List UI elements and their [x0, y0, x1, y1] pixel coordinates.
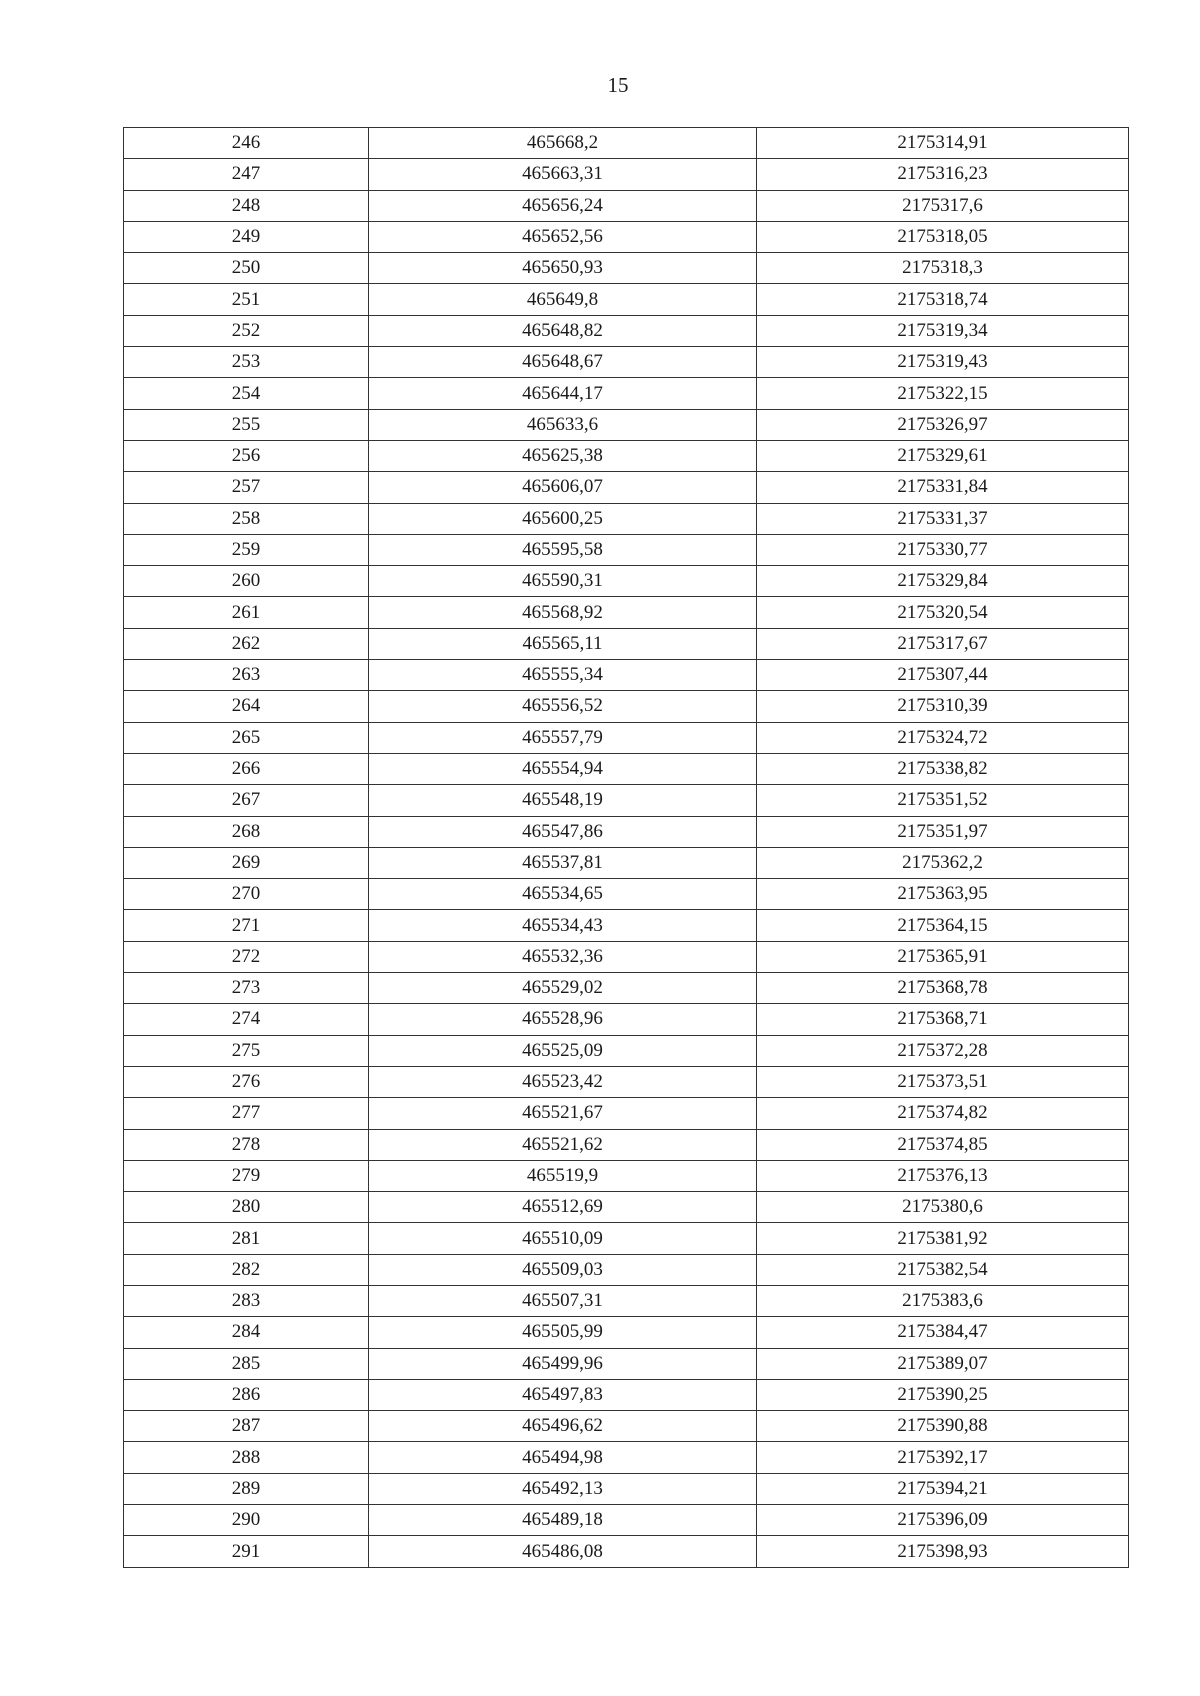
y-coordinate-cell: 2175331,84: [757, 472, 1129, 503]
y-coordinate-cell: 2175322,15: [757, 378, 1129, 409]
y-coordinate-cell: 2175351,52: [757, 785, 1129, 816]
point-number-cell: 291: [124, 1536, 369, 1567]
point-number-cell: 259: [124, 534, 369, 565]
table-row: [124, 722, 1129, 753]
x-coordinate-cell: 465668,2: [369, 128, 757, 159]
y-coordinate-cell: 2175398,93: [757, 1536, 1129, 1567]
x-coordinate-cell: 465606,07: [369, 472, 757, 503]
y-coordinate-cell: 2175380,6: [757, 1192, 1129, 1223]
table-row: [124, 1035, 1129, 1066]
x-coordinate-cell: 465489,18: [369, 1505, 757, 1536]
point-number-cell: 262: [124, 628, 369, 659]
x-coordinate-cell: 465534,65: [369, 879, 757, 910]
point-number-cell: 285: [124, 1348, 369, 1379]
page-number: 15: [607, 73, 629, 97]
x-coordinate-cell: 465649,8: [369, 284, 757, 315]
point-number-cell: 290: [124, 1505, 369, 1536]
point-number-cell: 266: [124, 753, 369, 784]
point-number-cell: 273: [124, 973, 369, 1004]
table-row: [124, 1285, 1129, 1316]
y-coordinate-cell: 2175376,13: [757, 1160, 1129, 1191]
y-coordinate-cell: 2175374,85: [757, 1129, 1129, 1160]
x-coordinate-cell: 465486,08: [369, 1536, 757, 1567]
y-coordinate-cell: 2175319,43: [757, 347, 1129, 378]
x-coordinate-cell: 465509,03: [369, 1254, 757, 1285]
point-number-cell: 246: [124, 128, 369, 159]
x-coordinate-cell: 465492,13: [369, 1473, 757, 1504]
point-number-cell: 267: [124, 785, 369, 816]
x-coordinate-cell: 465656,24: [369, 190, 757, 221]
x-coordinate-cell: 465521,62: [369, 1129, 757, 1160]
y-coordinate-cell: 2175338,82: [757, 753, 1129, 784]
point-number-cell: 251: [124, 284, 369, 315]
x-coordinate-cell: 465652,56: [369, 221, 757, 252]
table-row: [124, 1411, 1129, 1442]
x-coordinate-cell: 465523,42: [369, 1066, 757, 1097]
y-coordinate-cell: 2175316,23: [757, 159, 1129, 190]
y-coordinate-cell: 2175383,6: [757, 1285, 1129, 1316]
table-row: [124, 1348, 1129, 1379]
point-number-cell: 265: [124, 722, 369, 753]
point-number-cell: 276: [124, 1066, 369, 1097]
table-row: [124, 253, 1129, 284]
x-coordinate-cell: 465525,09: [369, 1035, 757, 1066]
y-coordinate-cell: 2175363,95: [757, 879, 1129, 910]
y-coordinate-cell: 2175317,6: [757, 190, 1129, 221]
table-row: [124, 1317, 1129, 1348]
point-number-cell: 253: [124, 347, 369, 378]
table-row: [124, 879, 1129, 910]
x-coordinate-cell: 465555,34: [369, 660, 757, 691]
x-coordinate-cell: 465633,6: [369, 409, 757, 440]
table-row: [124, 597, 1129, 628]
y-coordinate-cell: 2175329,84: [757, 566, 1129, 597]
x-coordinate-cell: 465557,79: [369, 722, 757, 753]
x-coordinate-cell: 465521,67: [369, 1098, 757, 1129]
table-row: [124, 785, 1129, 816]
y-coordinate-cell: 2175396,09: [757, 1505, 1129, 1536]
y-coordinate-cell: 2175317,67: [757, 628, 1129, 659]
x-coordinate-cell: 465554,94: [369, 753, 757, 784]
point-number-cell: 274: [124, 1004, 369, 1035]
point-number-cell: 269: [124, 847, 369, 878]
point-number-cell: 260: [124, 566, 369, 597]
y-coordinate-cell: 2175390,25: [757, 1379, 1129, 1410]
table-row: [124, 1473, 1129, 1504]
point-number-cell: 286: [124, 1379, 369, 1410]
point-number-cell: 248: [124, 190, 369, 221]
x-coordinate-cell: 465537,81: [369, 847, 757, 878]
point-number-cell: 255: [124, 409, 369, 440]
point-number-cell: 287: [124, 1411, 369, 1442]
x-coordinate-cell: 465512,69: [369, 1192, 757, 1223]
x-coordinate-cell: 465625,38: [369, 440, 757, 471]
table-row: [124, 128, 1129, 159]
y-coordinate-cell: 2175384,47: [757, 1317, 1129, 1348]
table-row: [124, 973, 1129, 1004]
y-coordinate-cell: 2175307,44: [757, 660, 1129, 691]
point-number-cell: 277: [124, 1098, 369, 1129]
table-row: [124, 566, 1129, 597]
y-coordinate-cell: 2175324,72: [757, 722, 1129, 753]
y-coordinate-cell: 2175318,74: [757, 284, 1129, 315]
table-row: [124, 753, 1129, 784]
point-number-cell: 270: [124, 879, 369, 910]
point-number-cell: 271: [124, 910, 369, 941]
table-row: [124, 1004, 1129, 1035]
point-number-cell: 288: [124, 1442, 369, 1473]
point-number-cell: 261: [124, 597, 369, 628]
y-coordinate-cell: 2175320,54: [757, 597, 1129, 628]
x-coordinate-cell: 465497,83: [369, 1379, 757, 1410]
x-coordinate-cell: 465534,43: [369, 910, 757, 941]
table-row: [124, 941, 1129, 972]
table-row: [124, 1505, 1129, 1536]
y-coordinate-cell: 2175392,17: [757, 1442, 1129, 1473]
point-number-cell: 258: [124, 503, 369, 534]
y-coordinate-cell: 2175382,54: [757, 1254, 1129, 1285]
coordinates-table-body: [124, 128, 1129, 1568]
x-coordinate-cell: 465650,93: [369, 253, 757, 284]
y-coordinate-cell: 2175365,91: [757, 941, 1129, 972]
point-number-cell: 283: [124, 1285, 369, 1316]
table-row: [124, 1254, 1129, 1285]
y-coordinate-cell: 2175319,34: [757, 315, 1129, 346]
point-number-cell: 254: [124, 378, 369, 409]
x-coordinate-cell: 465648,67: [369, 347, 757, 378]
point-number-cell: 257: [124, 472, 369, 503]
point-number-cell: 247: [124, 159, 369, 190]
x-coordinate-cell: 465590,31: [369, 566, 757, 597]
y-coordinate-cell: 2175318,05: [757, 221, 1129, 252]
table-row: [124, 816, 1129, 847]
x-coordinate-cell: 465648,82: [369, 315, 757, 346]
table-row: [124, 221, 1129, 252]
point-number-cell: 278: [124, 1129, 369, 1160]
x-coordinate-cell: 465548,19: [369, 785, 757, 816]
y-coordinate-cell: 2175314,91: [757, 128, 1129, 159]
x-coordinate-cell: 465505,99: [369, 1317, 757, 1348]
table-row: [124, 190, 1129, 221]
table-row: [124, 347, 1129, 378]
point-number-cell: 250: [124, 253, 369, 284]
point-number-cell: 289: [124, 1473, 369, 1504]
y-coordinate-cell: 2175373,51: [757, 1066, 1129, 1097]
y-coordinate-cell: 2175381,92: [757, 1223, 1129, 1254]
y-coordinate-cell: 2175368,71: [757, 1004, 1129, 1035]
table-row: [124, 315, 1129, 346]
y-coordinate-cell: 2175362,2: [757, 847, 1129, 878]
x-coordinate-cell: 465532,36: [369, 941, 757, 972]
y-coordinate-cell: 2175318,3: [757, 253, 1129, 284]
point-number-cell: 284: [124, 1317, 369, 1348]
table-row: [124, 409, 1129, 440]
table-row: [124, 440, 1129, 471]
point-number-cell: 249: [124, 221, 369, 252]
table-row: [124, 284, 1129, 315]
point-number-cell: 264: [124, 691, 369, 722]
x-coordinate-cell: 465663,31: [369, 159, 757, 190]
y-coordinate-cell: 2175351,97: [757, 816, 1129, 847]
x-coordinate-cell: 465568,92: [369, 597, 757, 628]
y-coordinate-cell: 2175330,77: [757, 534, 1129, 565]
y-coordinate-cell: 2175331,37: [757, 503, 1129, 534]
table-row: [124, 660, 1129, 691]
table-row: [124, 910, 1129, 941]
point-number-cell: 275: [124, 1035, 369, 1066]
table-row: [124, 628, 1129, 659]
table-row: [124, 1098, 1129, 1129]
y-coordinate-cell: 2175326,97: [757, 409, 1129, 440]
x-coordinate-cell: 465529,02: [369, 973, 757, 1004]
table-row: [124, 1129, 1129, 1160]
table-row: [124, 1379, 1129, 1410]
y-coordinate-cell: 2175364,15: [757, 910, 1129, 941]
table-row: [124, 1192, 1129, 1223]
y-coordinate-cell: 2175329,61: [757, 440, 1129, 471]
y-coordinate-cell: 2175310,39: [757, 691, 1129, 722]
y-coordinate-cell: 2175374,82: [757, 1098, 1129, 1129]
point-number-cell: 279: [124, 1160, 369, 1191]
y-coordinate-cell: 2175389,07: [757, 1348, 1129, 1379]
x-coordinate-cell: 465519,9: [369, 1160, 757, 1191]
table-row: [124, 1442, 1129, 1473]
y-coordinate-cell: 2175372,28: [757, 1035, 1129, 1066]
coordinates-table: [123, 127, 1129, 1568]
table-row: [124, 1223, 1129, 1254]
x-coordinate-cell: 465547,86: [369, 816, 757, 847]
x-coordinate-cell: 465644,17: [369, 378, 757, 409]
y-coordinate-cell: 2175394,21: [757, 1473, 1129, 1504]
point-number-cell: 272: [124, 941, 369, 972]
point-number-cell: 256: [124, 440, 369, 471]
table-row: [124, 1536, 1129, 1567]
point-number-cell: 282: [124, 1254, 369, 1285]
point-number-cell: 263: [124, 660, 369, 691]
table-row: [124, 691, 1129, 722]
x-coordinate-cell: 465528,96: [369, 1004, 757, 1035]
table-row: [124, 534, 1129, 565]
point-number-cell: 252: [124, 315, 369, 346]
y-coordinate-cell: 2175390,88: [757, 1411, 1129, 1442]
point-number-cell: 281: [124, 1223, 369, 1254]
table-row: [124, 847, 1129, 878]
table-row: [124, 503, 1129, 534]
x-coordinate-cell: 465496,62: [369, 1411, 757, 1442]
x-coordinate-cell: 465507,31: [369, 1285, 757, 1316]
table-row: [124, 159, 1129, 190]
table-row: [124, 1160, 1129, 1191]
x-coordinate-cell: 465510,09: [369, 1223, 757, 1254]
x-coordinate-cell: 465494,98: [369, 1442, 757, 1473]
y-coordinate-cell: 2175368,78: [757, 973, 1129, 1004]
x-coordinate-cell: 465499,96: [369, 1348, 757, 1379]
point-number-cell: 268: [124, 816, 369, 847]
x-coordinate-cell: 465595,58: [369, 534, 757, 565]
table-row: [124, 378, 1129, 409]
x-coordinate-cell: 465556,52: [369, 691, 757, 722]
x-coordinate-cell: 465600,25: [369, 503, 757, 534]
point-number-cell: 280: [124, 1192, 369, 1223]
x-coordinate-cell: 465565,11: [369, 628, 757, 659]
table-row: [124, 472, 1129, 503]
table-row: [124, 1066, 1129, 1097]
